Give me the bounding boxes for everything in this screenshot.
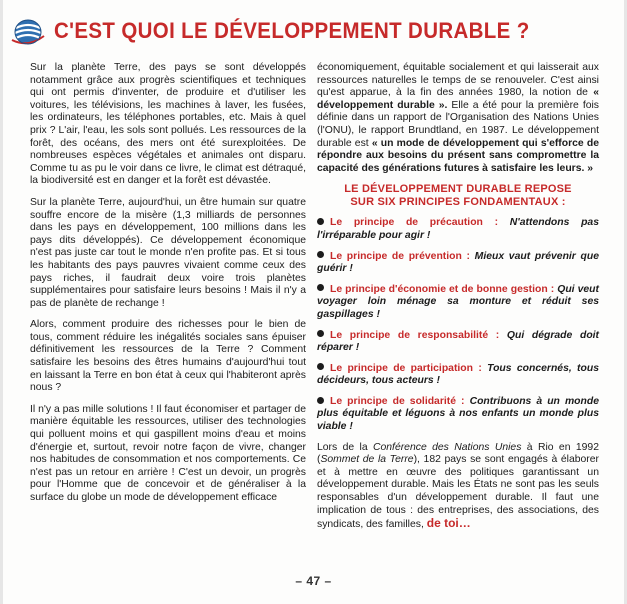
principle-item bbox=[317, 363, 599, 388]
closing-paragraph bbox=[317, 442, 599, 532]
principle-text: Tous concernés, tous décideurs, tous acteurs ! bbox=[317, 362, 599, 387]
principles-heading bbox=[317, 183, 599, 209]
principle-label: Le principe de responsabilité : bbox=[330, 329, 500, 341]
page-title: C'EST QUOI LE DÉVELOPPEMENT DURABLE ? bbox=[54, 18, 530, 43]
principle-item bbox=[317, 251, 599, 276]
principle-item bbox=[317, 396, 599, 434]
conference-name: Conférence des Nations Unies bbox=[373, 441, 522, 453]
paragraph: Il n'y a pas mille solutions ! Il faut économiser et partager de manière équitable les ressources, utiliser des technologies qui polluent moins et qui gaspillent moins d'eau et moins d'énergie et, surtout, revoir notre façon de vivre, changer nos habitudes de consommation et nos comportements. Ce n'est pas un retour en arrière ! C'est un devoir, un progrès pour l'Homme que de concevoir et de généraliser à la surface du globe un mode de développement efficace bbox=[30, 403, 306, 503]
paragraph-definition bbox=[317, 62, 599, 175]
paragraph: Alors, comment produire des richesses pour le bien de tous, comment réduire les inégalités sociales sans épuiser définitivement les ressources de la Terre ? Comment satisfaire les besoins des êtres humains d'aujourd'hui tout en laissant la Terre en bon état à ceux qui l'habiteront après nous ? bbox=[30, 319, 306, 394]
right-column bbox=[317, 62, 599, 540]
page-number: – 47 – bbox=[295, 574, 332, 588]
principle-label: Le principe de précaution : bbox=[330, 217, 499, 229]
bullet-icon bbox=[317, 397, 324, 404]
summit-name: Sommet de la Terre bbox=[320, 454, 414, 466]
term-highlight: « développement durable ». bbox=[317, 87, 599, 111]
definition-quote: « un mode de développement qui s'efforce de répondre aux besoins du présent sans compromettre la capacité des générations futures à satisfaire les leurs. » bbox=[317, 137, 599, 174]
bullet-icon bbox=[317, 363, 324, 370]
bullet-icon bbox=[317, 284, 324, 291]
bullet-icon bbox=[317, 330, 324, 337]
text-run: Elle a été pour la première fois définie dans un rapport de l'Organisation des Nations Unies (l'ONU), le rapport Brundtland, en 1987. Le développement durable est bbox=[317, 99, 599, 149]
principle-text: Qui veut voyager loin ménage sa monture et réduit ses gaspillages ! bbox=[317, 283, 599, 320]
page-edge-left bbox=[0, 0, 3, 604]
bullet-icon bbox=[317, 218, 324, 225]
paragraph: Sur la planète Terre, aujourd'hui, un être humain sur quatre souffre encore de la misère (1,3 milliards de personnes dans les pays en développement, 100 millions dans les pays dits développés). Ce développement économique n'est pas juste car tout le monde n'en profite pas. Et si tous les habitants des pays pauvres vivaient comme ceux des pays riches, il faudrait deux voire trois planètes supplémentaires pour satisfaire leurs besoins ! Mais il n'y a pas de planète de rechange ! bbox=[30, 196, 306, 309]
paragraph: Sur la planète Terre, des pays se sont développés notamment grâce aux progrès scientifiques et techniques qui ont permis d'inventer, de produire et d'utiliser les voitures, les télévisions, les machines à laver, les fusées, les ordinateurs, les téléphones portables, etc. Mais à quel prix ? L'air, l'eau, les sols sont pollués. Les ressources de la forêt, des océans, des mers ont été surexploitées. De nombreuses espèces végétales et animales ont disparu. Comme tu as pu le voir dans ce livre, le climat est détraqué, la biodiversité est en danger et la forêt est dévastée. bbox=[30, 62, 306, 187]
heading-line: LE DÉVELOPPEMENT DURABLE REPOSE bbox=[344, 183, 572, 196]
bullet-icon bbox=[317, 251, 324, 258]
text-run: à Rio en 1992 ( bbox=[317, 441, 599, 466]
principle-label: Le principe de prévention : bbox=[330, 250, 470, 262]
text-run: ), 182 pays se sont engagés à élaborer et à mettre en œuvre des politiques garantissant un développement durable. Mais les États ne sont pas les seuls responsables d'un développement durable. Il faut une implication de tous : des entreprises, des associations, des syndicats, des familles, bbox=[317, 454, 599, 531]
principle-label: Le principe de solidarité : bbox=[330, 395, 465, 407]
principle-item bbox=[317, 284, 599, 322]
heading-line: SUR SIX PRINCIPES FONDAMENTAUX : bbox=[350, 196, 566, 209]
text-run: Lors de la bbox=[317, 441, 373, 453]
principle-text: Qui dégrade doit réparer ! bbox=[317, 329, 600, 354]
principle-label: Le principe d'économie et de bonne gestion : bbox=[330, 283, 555, 295]
principle-text: Contribuons à un monde plus équitable et léguons à nos enfants un monde plus viable ! bbox=[317, 395, 600, 433]
left-column bbox=[30, 62, 306, 514]
planet-logo-icon bbox=[10, 14, 46, 50]
page-header bbox=[8, 10, 617, 54]
principle-item bbox=[317, 330, 599, 355]
principle-text: Mieux vaut prévenir que guérir ! bbox=[317, 250, 600, 275]
closing-emphasis: de toi… bbox=[426, 516, 471, 531]
principle-text: N'attendons pas l'irréparable pour agir ! bbox=[317, 217, 599, 241]
principle-item bbox=[317, 217, 599, 242]
text-run: économiquement, équitable socialement et qui laisserait aux ressources naturelles le temps de se renouveler. C'est ainsi qu'est apparue, à la fin des années 1980, la notion de bbox=[317, 62, 599, 99]
principle-label: Le principe de participation : bbox=[330, 362, 482, 374]
